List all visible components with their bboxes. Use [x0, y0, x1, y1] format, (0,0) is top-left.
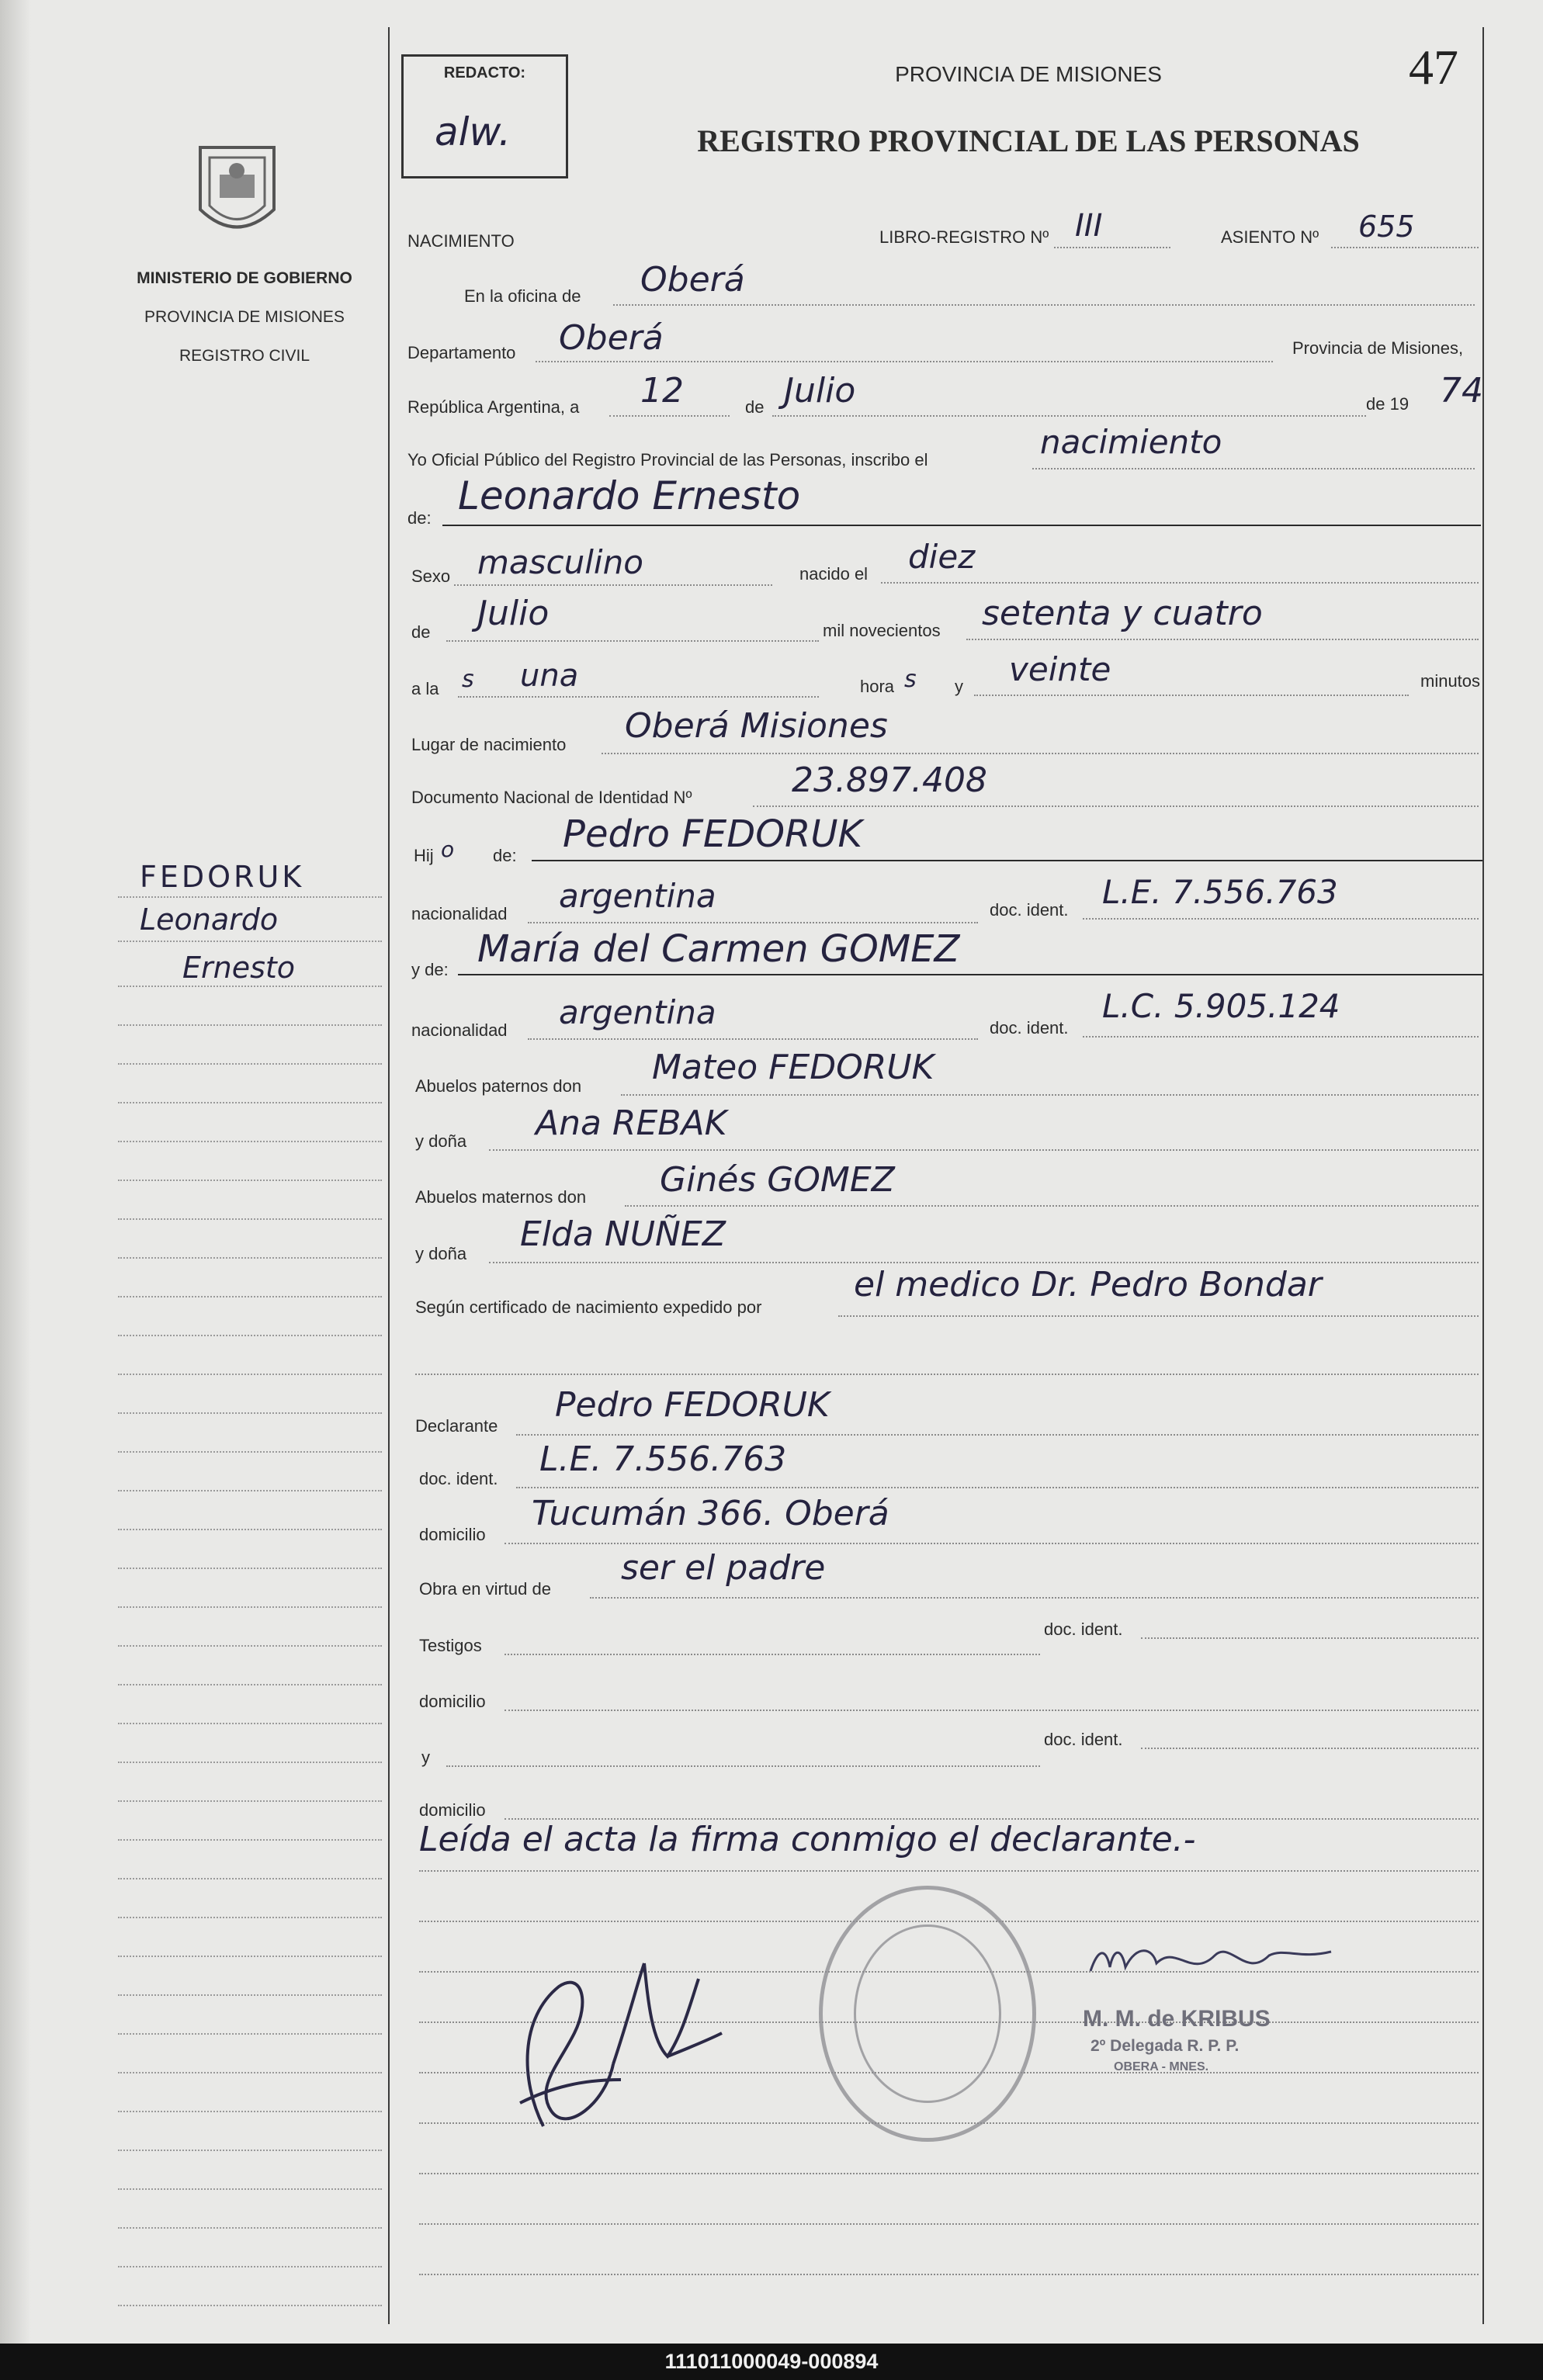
certificate-issuer: el medico Dr. Pedro Bondar: [854, 1265, 1322, 1304]
declarant-doc-label: doc. ident.: [419, 1469, 498, 1488]
official-statement: Yo Oficial Público del Registro Provincial de las Personas, inscribo el: [407, 450, 928, 469]
registry-title: REGISTRO PROVINCIAL DE LAS PERSONAS: [697, 123, 1360, 158]
father-doc-value: L.E. 7.556.763: [1102, 873, 1338, 911]
page-edge-shadow: [0, 0, 31, 2344]
dni-label: Documento Nacional de Identidad Nº: [411, 788, 692, 807]
witness2-doc-label: doc. ident.: [1044, 1730, 1123, 1749]
image-id: 111011000049-000894: [664, 2350, 879, 2373]
declarant-name: Pedro FEDORUK: [555, 1385, 830, 1425]
official-location: OBERA - MNES.: [1114, 2060, 1209, 2073]
province-title: PROVINCIA DE MISIONES: [895, 62, 1162, 86]
year-prefix: de 19: [1366, 394, 1410, 414]
month-value: Julio: [784, 371, 856, 411]
maternal-dona-label: y doña: [415, 1244, 467, 1263]
hours-suffix: s: [904, 666, 917, 693]
child-of-label: de:: [493, 846, 517, 865]
and-label: y: [955, 677, 963, 696]
province-name-left: PROVINCIA DE MISIONES: [144, 308, 345, 326]
father-nationality-value: argentina: [559, 877, 716, 915]
sex-label: Sexo: [411, 566, 451, 586]
mother-nationality-label: nacionalidad: [411, 1020, 508, 1040]
margin-note-second-name: Ernesto: [182, 951, 296, 985]
hours-label: hora: [860, 677, 895, 696]
stamp-inner-ring: [854, 1924, 1001, 2103]
registered-name: Leonardo Ernesto: [458, 473, 801, 518]
birthplace-value: Oberá Misiones: [625, 706, 888, 746]
paternal-grandmother: Ana REBAK: [536, 1103, 727, 1143]
de-label-date: de: [745, 397, 765, 417]
paternal-grandfather: Mateo FEDORUK: [652, 1048, 934, 1087]
maternal-grandfather: Ginés GOMEZ: [660, 1160, 895, 1200]
official-name: M. M. de KRIBUS: [1083, 2006, 1271, 2032]
redacto-box: [401, 54, 568, 178]
witnesses-label: Testigos: [419, 1636, 482, 1655]
department-label: Departamento: [407, 343, 516, 362]
civil-registry-name: REGISTRO CIVIL: [179, 347, 310, 365]
minutes-label: minutos: [1420, 671, 1481, 691]
capacity-value: ser el padre: [621, 1548, 826, 1588]
page-number: 47: [1409, 40, 1458, 95]
redacto-label: REDACTO:: [443, 64, 526, 81]
declarant-address-value: Tucumán 366. Oberá: [532, 1494, 889, 1533]
image-id-footer: [0, 2344, 1543, 2380]
record-type-label: NACIMIENTO: [407, 231, 515, 251]
at-label: a la: [411, 679, 439, 698]
province-seal-icon: [185, 136, 290, 244]
witness-doc-label: doc. ident.: [1044, 1620, 1123, 1639]
and-of-label: y de:: [411, 960, 449, 979]
redacto-initials: alw.: [435, 109, 511, 154]
minutes-value: veinte: [1009, 650, 1111, 688]
declarant-label: Declarante: [415, 1416, 498, 1436]
hour-suffix: s: [462, 666, 474, 693]
father-nationality-label: nacionalidad: [411, 904, 508, 923]
de-label-born: de: [411, 622, 431, 642]
child-gender-suffix: o: [441, 837, 455, 862]
child-label: Hij: [414, 846, 434, 865]
born-label: nacido el: [799, 564, 869, 584]
office-value: Oberá: [640, 260, 745, 300]
entry-label: ASIENTO Nº: [1221, 227, 1319, 247]
witness2-address-label: domicilio: [419, 1800, 486, 1820]
year-value: 74: [1440, 371, 1483, 411]
born-month-value: Julio: [477, 594, 550, 633]
department-value: Oberá: [559, 318, 664, 358]
capacity-label: Obra en virtud de: [419, 1579, 551, 1599]
book-number: III: [1075, 208, 1103, 244]
margin-note-first-name: Leonardo: [140, 902, 279, 937]
closing-note: Leída el acta la firma conmigo el declarante.-: [419, 1820, 1196, 1859]
book-label: LIBRO-REGISTRO Nº: [879, 227, 1049, 247]
declarant-address-label: domicilio: [419, 1525, 486, 1544]
mother-name: María del Carmen GOMEZ: [477, 927, 960, 971]
witness-and-label: y: [421, 1748, 430, 1767]
dni-value: 23.897.408: [792, 760, 987, 800]
birthplace-label: Lugar de nacimiento: [411, 735, 567, 754]
father-name: Pedro FEDORUK: [563, 812, 862, 856]
maternal-grandmother: Elda NUÑEZ: [520, 1214, 726, 1254]
republic-label: República Argentina, a: [407, 397, 580, 417]
certificate-label: Según certificado de nacimiento expedido por: [415, 1297, 762, 1317]
thousand-label: mil novecientos: [823, 621, 941, 640]
office-label: En la oficina de: [464, 286, 581, 306]
ministry-name: MINISTERIO DE GOBIERNO: [137, 269, 352, 287]
entry-number: 655: [1358, 210, 1415, 244]
day-value: 12: [640, 371, 684, 411]
act-type-value: nacimiento: [1040, 423, 1222, 461]
province-suffix: Provincia de Misiones,: [1292, 338, 1464, 358]
mother-doc-label: doc. ident.: [990, 1018, 1069, 1038]
margin-column-rule: [388, 27, 390, 2324]
born-year-words: setenta y cuatro: [982, 594, 1263, 633]
declarant-signature-icon: [489, 1932, 753, 2150]
maternal-grandparents-label: Abuelos maternos don: [415, 1187, 587, 1207]
margin-note-surname: FEDORUK: [140, 860, 305, 894]
born-day-value: diez: [908, 538, 976, 576]
father-doc-label: doc. ident.: [990, 900, 1069, 920]
paternal-dona-label: y doña: [415, 1131, 467, 1151]
mother-doc-value: L.C. 5.905.124: [1102, 987, 1340, 1025]
official-signature-icon: [1083, 1932, 1339, 1987]
paternal-grandparents-label: Abuelos paternos don: [415, 1076, 582, 1096]
declarant-doc-value: L.E. 7.556.763: [539, 1439, 787, 1479]
mother-nationality-value: argentina: [559, 993, 716, 1031]
witness-address-label: domicilio: [419, 1692, 486, 1711]
registry-stamp-icon: [819, 1886, 1036, 2142]
name-of-label: de:: [407, 508, 432, 528]
sex-value: masculino: [477, 543, 643, 581]
official-title: 2º Delegada R. P. P.: [1091, 2037, 1240, 2055]
hour-value: una: [520, 658, 579, 694]
